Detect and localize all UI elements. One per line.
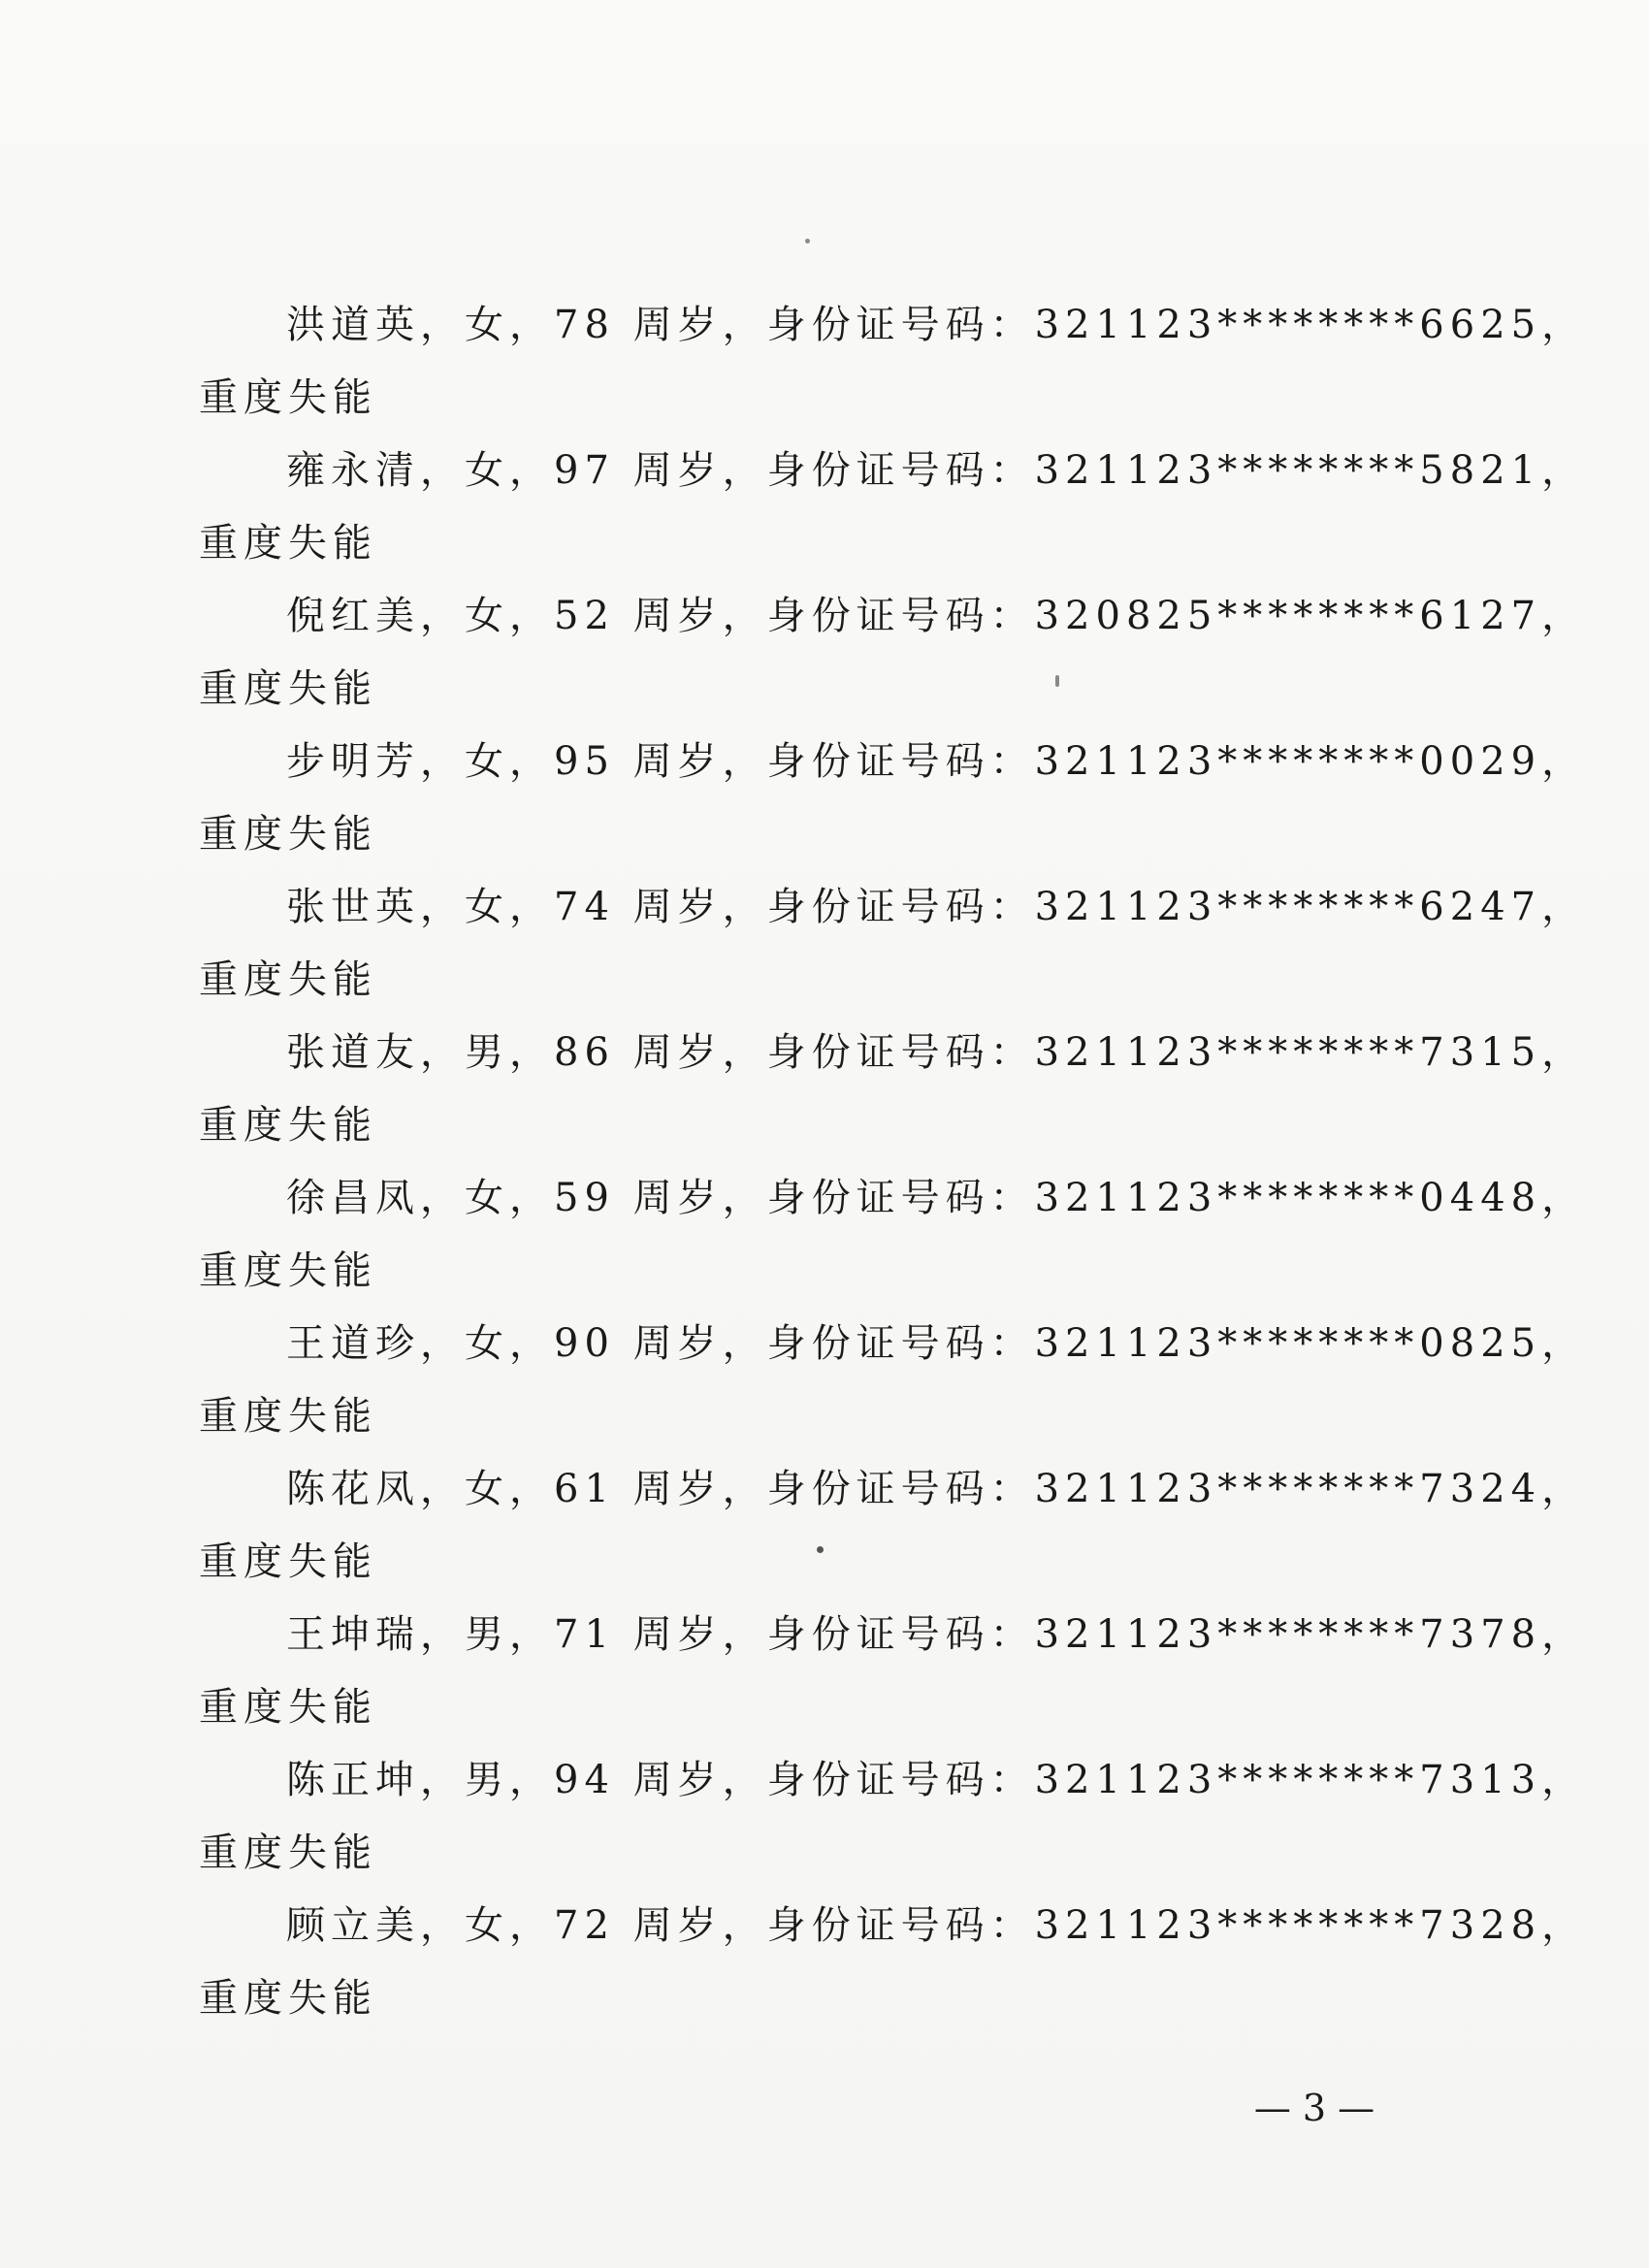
entry-line: 王坤瑞，男，71 周岁，身份证号码：321123********7378， <box>286 1612 1587 1657</box>
list-item <box>199 726 1587 871</box>
list-item <box>199 289 1587 435</box>
scan-speck <box>805 239 810 243</box>
list-item <box>199 580 1587 726</box>
entry-status: 重度失能 <box>199 812 377 857</box>
entry-line: 徐昌凤，女，59 周岁，身份证号码：321123********0448， <box>286 1176 1587 1220</box>
page-number: — 3 — <box>1253 2087 1375 2129</box>
list-item <box>199 435 1587 580</box>
entry-line: 张道友，男，86 周岁，身份证号码：321123********7315， <box>286 1030 1587 1075</box>
entry-status: 重度失能 <box>199 1394 377 1439</box>
entry-line: 洪道英，女，78 周岁，身份证号码：321123********6625， <box>286 303 1587 347</box>
entry-status: 重度失能 <box>199 1103 377 1148</box>
list-item <box>199 871 1587 1017</box>
entry-line: 步明芳，女，95 周岁，身份证号码：321123********0029， <box>286 739 1587 784</box>
entry-status: 重度失能 <box>199 1248 377 1293</box>
list-item <box>199 1017 1587 1162</box>
entry-status: 重度失能 <box>199 1831 377 1875</box>
entry-line: 陈花凤，女，61 周岁，身份证号码：321123********7324， <box>286 1467 1587 1511</box>
list-item <box>199 1308 1587 1453</box>
entry-list <box>199 289 1587 2035</box>
entry-status: 重度失能 <box>199 1685 377 1730</box>
entry-status: 重度失能 <box>199 957 377 1002</box>
list-item <box>199 1744 1587 1890</box>
list-item <box>199 1890 1587 2035</box>
entry-status: 重度失能 <box>199 1976 377 2021</box>
list-item <box>199 1599 1587 1744</box>
entry-line: 倪红美，女，52 周岁，身份证号码：320825********6127， <box>286 594 1587 638</box>
entry-status: 重度失能 <box>199 666 377 711</box>
entry-line: 张世英，女，74 周岁，身份证号码：321123********6247， <box>286 885 1587 929</box>
entry-line: 王道珍，女，90 周岁，身份证号码：321123********0825， <box>286 1321 1587 1366</box>
entry-line: 雍永清，女，97 周岁，身份证号码：321123********5821， <box>286 448 1587 493</box>
entry-status: 重度失能 <box>199 375 377 420</box>
entry-line: 陈正坤，男，94 周岁，身份证号码：321123********7313， <box>286 1758 1587 1802</box>
entry-status: 重度失能 <box>199 1539 377 1584</box>
list-item <box>199 1162 1587 1308</box>
entry-status: 重度失能 <box>199 521 377 566</box>
entry-line: 顾立美，女，72 周岁，身份证号码：321123********7328， <box>286 1903 1587 1948</box>
list-item <box>199 1453 1587 1599</box>
